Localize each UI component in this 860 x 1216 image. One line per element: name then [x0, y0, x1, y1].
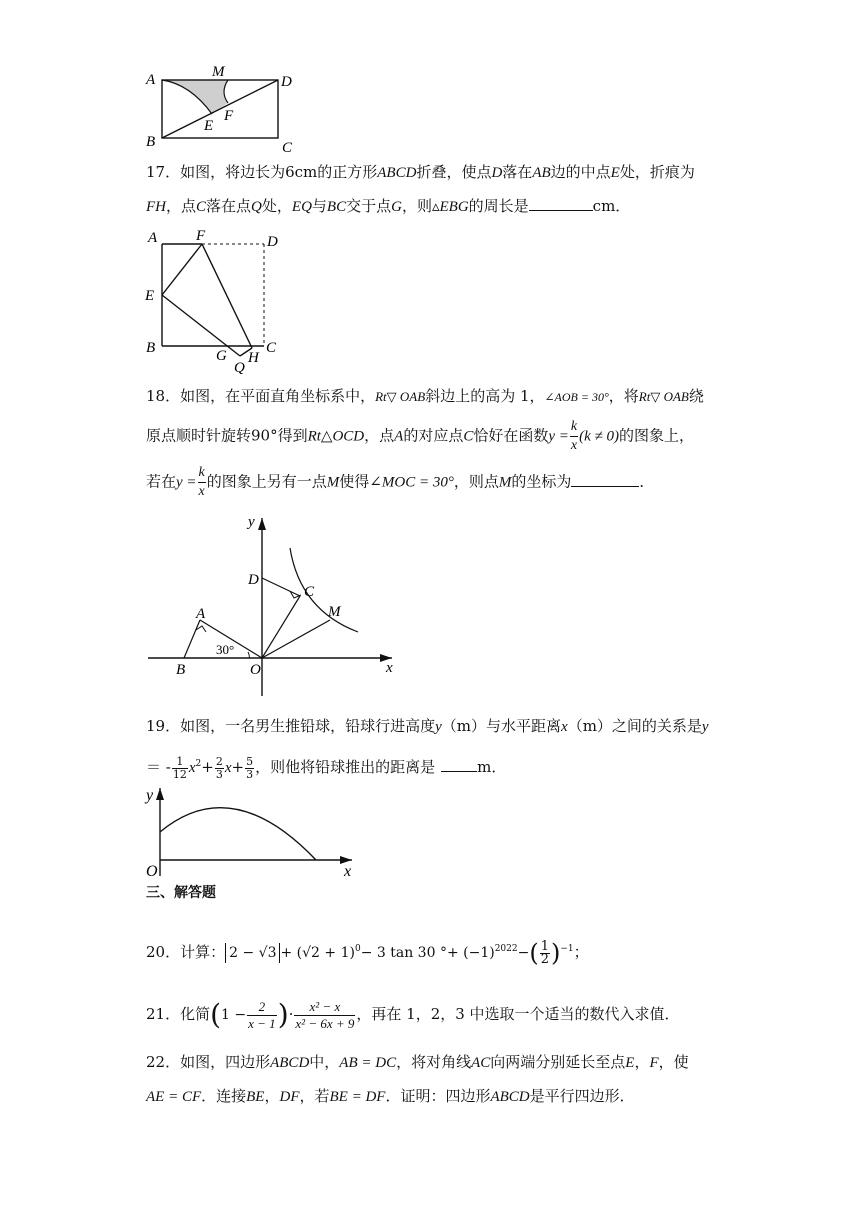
q18-var: M — [326, 474, 340, 491]
q18-var: C — [463, 428, 474, 445]
label-B: B — [176, 662, 186, 678]
q18-var: y = — [548, 428, 569, 445]
q17-var: AB — [532, 165, 551, 181]
q17-text: 边的中点 — [550, 163, 611, 181]
q21-paren: ) — [277, 998, 289, 1031]
q20-text: − — [517, 945, 530, 961]
label-O: O — [146, 863, 158, 880]
q22-text: 是平行四边形． — [529, 1087, 635, 1105]
q19-var: y — [435, 719, 442, 735]
label-A: A — [146, 72, 156, 88]
q19-text: 如图，一名男生推铅球，铅球行进高度 — [180, 717, 436, 735]
label-F: F — [196, 228, 206, 244]
q19-text: （m）之间的关系是 — [567, 717, 702, 735]
q22-number: 22． — [146, 1053, 181, 1071]
q18-var: Rt△OCD — [307, 428, 365, 445]
q18-fraction-num: k — [198, 464, 206, 483]
question-17-line-2 — [146, 196, 630, 217]
label-y: y — [146, 787, 154, 804]
q18-answer-blank[interactable] — [571, 472, 639, 487]
q22-var: DF — [279, 1089, 300, 1105]
figure-16 — [140, 62, 300, 158]
q18-text: ，则点 — [453, 472, 499, 491]
q17-var: Q — [251, 199, 262, 215]
q19-text: ，则他将铅球推出的距离是 — [255, 758, 436, 776]
question-17-line-1 — [146, 162, 695, 183]
q22-var: AB = DC — [339, 1055, 397, 1071]
question-22-line-1 — [146, 1052, 689, 1073]
q19-fraction-num: 1 — [172, 756, 188, 769]
q21-fraction-1 — [247, 999, 277, 1032]
question-21 — [146, 994, 680, 1035]
q22-var: F — [649, 1055, 659, 1071]
q17-unit: cm． — [592, 197, 631, 215]
q17-text: 与 — [311, 197, 327, 215]
q20-number: 20． — [146, 943, 181, 961]
label-B: B — [146, 134, 156, 150]
label-O: O — [250, 662, 261, 678]
q17-number: 17． — [146, 163, 181, 181]
q18-var: Rt▽ OAB — [375, 389, 426, 404]
q22-var: BE = DF — [329, 1089, 386, 1105]
q19-fraction-den: 3 — [215, 767, 223, 781]
q17-text: 处， — [261, 197, 292, 215]
q22-text: ，将对角线 — [396, 1053, 472, 1071]
q19-text: + — [201, 758, 214, 776]
q17-var: E — [610, 165, 620, 181]
label-D: D — [248, 572, 259, 588]
q19-text: ＝ - — [146, 758, 171, 776]
q18-fraction — [570, 418, 578, 455]
label-F: F — [224, 108, 234, 124]
q19-answer-blank[interactable] — [441, 757, 477, 772]
q21-text: ，再在 1，2，3 中选取一个适当的数代入求值． — [356, 1005, 680, 1023]
label-y: y — [248, 514, 255, 530]
q20-absolute-value — [225, 943, 280, 963]
question-18-line-2 — [146, 418, 694, 455]
question-20 — [146, 932, 589, 970]
q18-fraction-num: k — [570, 418, 578, 437]
q17-var: D — [491, 165, 503, 181]
q22-var: E — [625, 1055, 635, 1071]
label-x: x — [344, 863, 352, 880]
q18-var: A — [394, 428, 404, 445]
label-C: C — [282, 140, 293, 156]
q17-text: 落在 — [502, 163, 533, 181]
q21-paren: ( — [210, 998, 222, 1031]
label-D: D — [281, 74, 292, 90]
q22-text: ，使 — [658, 1053, 689, 1071]
q19-fraction-2 — [215, 756, 224, 781]
q20-exponent: 0 — [354, 944, 361, 954]
label-x: x — [386, 660, 393, 676]
q22-text: ．连接 — [201, 1087, 247, 1105]
label-E: E — [145, 288, 155, 304]
label-C: C — [304, 584, 315, 600]
q19-fraction-num: 2 — [215, 754, 223, 768]
q18-text: 的图象上， — [619, 426, 695, 445]
q17-var: ▵EBG — [431, 199, 469, 215]
question-18-line-1 — [146, 386, 704, 407]
q21-text: 化简 — [180, 1005, 211, 1023]
q18-text: 恰好在函数 — [473, 426, 549, 445]
label-E: E — [204, 118, 214, 134]
q20-exponent: −1 — [560, 944, 574, 954]
label-B: B — [146, 340, 156, 356]
q18-text: 的图象上另有一点 — [206, 472, 327, 491]
label-D: D — [267, 234, 278, 250]
q20-abs-content: 2 − √3 — [229, 945, 277, 961]
q17-text: 的周长是 — [468, 197, 529, 215]
q21-text: 1 − — [221, 1007, 247, 1023]
q22-var: ABCD — [270, 1055, 310, 1071]
q19-text: m． — [477, 758, 507, 776]
q22-text: ，若 — [299, 1087, 330, 1105]
label-C: C — [266, 340, 277, 356]
q18-var: ∠AOB = 30° — [544, 390, 609, 404]
q18-fraction-den: x — [570, 438, 578, 453]
q20-text: + (√2 + 1) — [280, 945, 355, 961]
q21-number: 21． — [146, 1005, 181, 1023]
label-A: A — [148, 230, 158, 246]
q21-text: · — [288, 1005, 294, 1023]
q17-answer-blank[interactable] — [529, 196, 593, 211]
q19-exponent: 2 — [195, 759, 202, 769]
q17-var: ABCD — [377, 165, 417, 181]
q18-text: ． — [639, 472, 655, 491]
q21-fraction-2 — [294, 999, 355, 1032]
q18-text: 绕 — [688, 387, 704, 405]
q17-text: ，则 — [401, 197, 432, 215]
q18-var: (k ≠ 0) — [579, 428, 620, 445]
label-M: M — [212, 64, 225, 80]
q18-var: M — [498, 474, 512, 491]
q18-text: ，点 — [364, 426, 395, 445]
q19-fraction-den: 3 — [246, 767, 254, 781]
q18-fraction — [198, 464, 206, 501]
question-22-line-2 — [146, 1086, 635, 1107]
q17-var: G — [391, 199, 402, 215]
q20-fraction-den: 2 — [540, 951, 549, 967]
q17-text: 处，折痕为 — [619, 163, 695, 181]
q19-var: x — [188, 760, 196, 776]
q20-fraction — [540, 938, 550, 967]
q20-exponent: 2022 — [494, 944, 518, 954]
q19-fraction-num: 5 — [246, 754, 254, 768]
q18-text: 使得 — [339, 472, 370, 491]
q19-fraction-1 — [172, 756, 188, 781]
q21-fraction-den: x − 1 — [248, 1015, 276, 1031]
question-19-line-2 — [146, 748, 506, 784]
q17-text: 交于点 — [346, 197, 392, 215]
q18-text: 原点顺时针旋转90°得到 — [146, 426, 308, 445]
q22-var: BE — [246, 1089, 265, 1105]
q19-fraction-3 — [245, 756, 254, 781]
q20-fraction-num: 1 — [540, 938, 549, 954]
q18-fraction-den: x — [198, 484, 205, 499]
q18-text: 斜边上的高为 1， — [425, 387, 545, 405]
q19-fraction-den: 12 — [172, 767, 187, 781]
q22-text: 向两端分别延长至点 — [490, 1053, 626, 1071]
label-M: M — [328, 604, 341, 620]
q22-var: AE = CF — [146, 1089, 202, 1105]
q18-var: Rt▽ OAB — [638, 389, 689, 404]
label-G: G — [216, 348, 227, 364]
q22-var: AC — [471, 1055, 491, 1071]
q17-text: ，点 — [166, 197, 197, 215]
label-Q: Q — [234, 360, 245, 374]
q18-text: 如图，在平面直角坐标系中， — [180, 387, 376, 405]
figure-17 — [140, 226, 290, 374]
q18-text: ，将 — [608, 387, 639, 405]
q17-var: FH — [146, 199, 166, 215]
q18-var: ∠MOC = 30° — [369, 474, 454, 491]
q18-number: 18． — [146, 387, 181, 405]
label-30-degrees: 30° — [216, 642, 235, 657]
q17-text: 如图，将边长为6cm的正方形 — [180, 163, 378, 181]
q20-text: 计算： — [180, 943, 226, 961]
q22-text: ， — [264, 1087, 280, 1105]
label-H: H — [248, 350, 259, 366]
q21-fraction-num: 2 — [247, 999, 277, 1016]
q20-text: − 3 tan 30 °+ (−1) — [360, 945, 495, 961]
q18-text: 的对应点 — [403, 426, 464, 445]
q19-var: x — [224, 760, 232, 776]
q18-text: 若在 — [146, 472, 177, 491]
q21-fraction-num: x² − x — [294, 999, 355, 1016]
q17-text: 落在点 — [206, 197, 252, 215]
q20-paren: ) — [550, 939, 561, 967]
q17-var: BC — [326, 199, 347, 215]
q19-text: （m）与水平距离 — [441, 717, 562, 735]
q22-text: ．证明：四边形 — [385, 1087, 491, 1105]
q21-fraction-den: x² − 6x + 9 — [295, 1015, 355, 1031]
q19-number: 19． — [146, 717, 181, 735]
q19-text: + — [231, 758, 245, 776]
figure-18 — [140, 510, 410, 700]
q22-text: 如图，四边形 — [180, 1053, 271, 1071]
label-A: A — [196, 606, 206, 622]
q17-var: EQ — [291, 199, 312, 215]
figure-19 — [140, 780, 360, 880]
question-19-line-1 — [146, 716, 709, 737]
question-18-line-3 — [146, 464, 654, 501]
q19-var: y — [701, 719, 709, 735]
q22-text: 中， — [309, 1053, 340, 1071]
q20-text: ； — [573, 943, 589, 961]
q17-text: 折叠，使点 — [416, 163, 492, 181]
q17-var: C — [196, 199, 207, 215]
q18-text: 的坐标为 — [511, 472, 572, 491]
section-heading: 三、解答题 — [146, 885, 216, 901]
q20-paren: ( — [529, 939, 539, 967]
q22-text: ， — [634, 1053, 650, 1071]
q19-var: x — [561, 719, 568, 735]
q18-var: y = — [176, 474, 197, 491]
q22-var: ABCD — [490, 1089, 530, 1105]
